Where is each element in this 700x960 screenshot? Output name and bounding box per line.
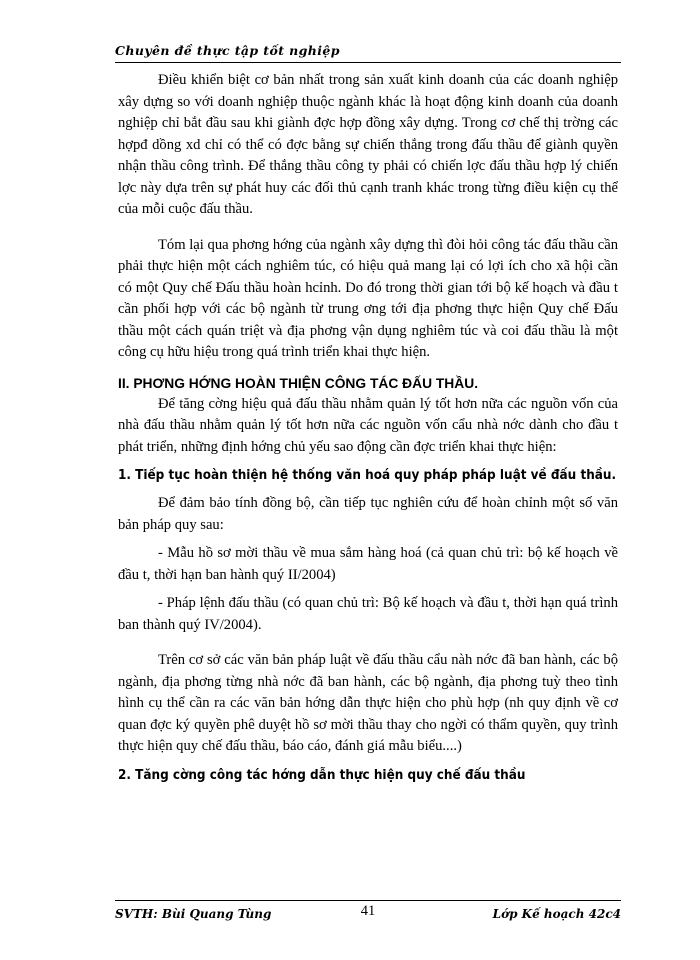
paragraph-1: Điều khiển biệt cơ bản nhất trong sản xuất kinh doanh của các doanh nghiệp xây dựng so với doanh nghiệp thuộc ngành khác là hoạt động kinh doanh của doanh nghiệp chỉ bắt đầu sau khi giành đợc hợp đồng xây dựng. Trong cơ chế thị trờng các hợpđ dồng xd chỉ có thể có đợc bằng sự chiến thắng trong đấu thầu để giành quyền nhận thầu công trình. Để thắng thầu công ty phải có chiến lợc đấu thầu hợp lý chiến lợc này dựa trên sự phát huy các đối thủ cạnh tranh khác trong từng điều kiện cụ thể của mỗi cuộc đấu thầu. <box>118 72 618 217</box>
footer-class: Lớp Kế hoạch 42c4 <box>492 907 621 921</box>
paragraph-6: - Pháp lệnh đấu thầu (có quan chủ trì: Bộ kế hoạch và đầu t, thời hạn quá trình ban thành quý IV/2004). <box>118 595 618 633</box>
paragraph-7: Trên cơ sở các văn bản pháp luật về đấu thầu cẩu nàh nớc đã ban hành, các bộ ngành, địa phơng từng nhà nớc đã ban hành, các bộ ngành, địa phơng tuỳ theo tình hình cụ thể cần ra các văn bản hớng dẫn thực hiện cho phù hợp (nh quy định về cơ quan đợc ký quyền phê duyệt hồ sơ mời thầu thay cho ngời có thẩm quyền, quy trình thực hiện quy chế đấu thầu, báo cáo, đánh giá mẫu biểu....) <box>118 652 618 754</box>
page-header <box>115 44 621 63</box>
footer-author: SVTH: Bùi Quang Tùng <box>115 907 272 921</box>
section-heading: II. PHƠNG HỚNG HOÀN THIỆN CÔNG TÁC ĐẤU THẦU. <box>118 375 479 391</box>
paragraph-2: Tóm lại qua phơng hớng của ngành xây dựng thì đòi hỏi công tác đấu thầu cần phải thực hiện một cách nghiêm túc, có hiệu quả mang lại có lợi ích cho xã hội cần có một Quy chế Đấu thầu hoàn hcỉnh. Do đó trong thời gian tới bộ kế hoạch và đầu t cần phối hợp với các bộ ngành từ trung ơng tới địa phơng thực hiện Quy chế Đấu thầu một cách quán triệt và địa phơng vận dụng nghiêm túc và coi đấu thầu là một công cụ hữu hiệu trong quá trình triển khai thực hiện. <box>118 236 618 360</box>
header-title: Chuyên đề thực tập tốt nghiệp <box>115 43 340 58</box>
page-content <box>118 70 618 786</box>
paragraph-5: - Mẫu hồ sơ mời thầu về mua sắm hàng hoá (cả quan chủ trì: bộ kế hoạch về đầu t, thời hạn ban hành quý II/2004) <box>118 545 618 583</box>
subheading-2: 2. Tăng cờng công tác hớng dẫn thực hiện quy chế đấu thầu <box>118 767 526 783</box>
page-number: 41 <box>360 903 376 919</box>
paragraph-4: Để đảm bảo tính đồng bộ, cần tiếp tục nghiên cứu để hoàn chỉnh một số văn bản pháp quy sau: <box>118 495 618 533</box>
subheading-1: 1. Tiếp tục hoàn thiện hệ thống văn hoá quy pháp pháp luật về đấu thầu. <box>118 468 617 483</box>
page-footer <box>115 900 621 931</box>
paragraph-3: Để tăng cờng hiệu quả đấu thầu nhằm quản lý tốt hơn nữa các nguồn vốn của nhà đấu thầu nhằm quản lý tốt hơn nữa các nguồn vốn cẩu nhà nớc dành cho đầu t phát triển, những định hớng chủ yếu sao động cần đợc triển khai thực hiện: <box>118 395 618 455</box>
